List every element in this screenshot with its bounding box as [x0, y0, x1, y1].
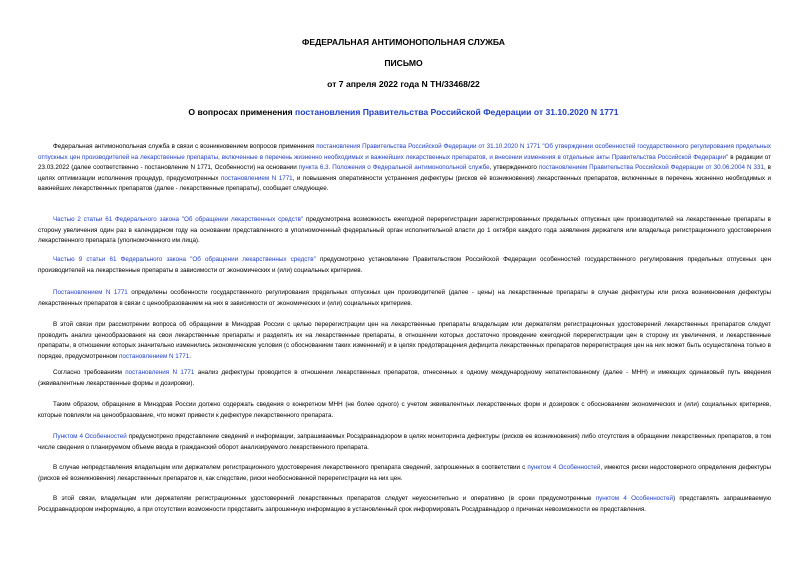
paragraph-6 — [38, 368, 771, 389]
paragraph-text: предусмотрено установление Правительством Российской Федерации особенностей государственного регулирования предельных отпускных цен производителей на лекарственные препараты в зависимости от экономических и (или) социальных критериев. — [38, 256, 771, 274]
paragraph-10 — [38, 494, 771, 515]
paragraph-text: , и повышения оперативности устранения дефектуры (рисков её возникновения) лекарственных препаратов, включенных в перечень жизненно необходимых и важнейших лекарственных препаратов (далее - лекарственные препараты), сообщает следующее. — [38, 174, 771, 193]
paragraph-text: Согласно требованиям — [53, 369, 126, 376]
document-link[interactable]: постановления N 1771 — [125, 369, 195, 376]
paragraph-9 — [38, 463, 771, 484]
document-type: ПИСЬМО — [384, 58, 423, 68]
paragraph-text: в редакции от 23.03.2022 (далее соответственно - постановление N 1771, Особенности) на основании — [38, 153, 771, 172]
paragraph-text: определены особенности государственного регулирования предельных отпускных цен производителей (далее - цены) на лекарственные препараты в случае дефектуры или риска возникновения дефектуры лекарственных препаратов в связи с ценообразованием на них в зависимости от экономических и (или) социальных критериев. — [38, 289, 771, 307]
paragraph-8 — [38, 432, 771, 453]
paragraph-text: ) представлять запрашиваемую Росздравнадзором информацию, а при отсутствии возможности представить запрошенную информацию в установленный срок информировать Росздравнадзор о причинах невозможности ее представления. — [38, 495, 771, 513]
subject-link[interactable]: постановления Правительства Российской Федерации от 31.10.2020 N 1771 — [295, 107, 619, 117]
paragraph-3 — [38, 255, 771, 276]
document-link[interactable]: Пунктом 4 Особенностей — [53, 433, 127, 440]
document-link[interactable]: Частью 2 статьи 61 Федерального закона "Об обращении лекарственных средств" — [53, 216, 304, 223]
paragraph-text: , утвержденного — [489, 164, 539, 172]
paragraph-text: , имеются риски недостоверного определения дефектуры (рисков её возникновения) лекарственных препаратов и, как следствие, риски необоснованной перерегистрации на них цен. — [38, 464, 772, 482]
document-link[interactable]: постановлением N 1771 — [220, 174, 293, 182]
document-date-number: от 7 апреля 2022 года N ТН/33468/22 — [327, 79, 480, 89]
paragraph-1 — [38, 142, 771, 195]
document-link[interactable]: постановления Правительства Российской Федерации от 31.10.2020 N 1771 "Об утверждении особенностей государственного регулирования предельных отпускных цен производителей на лекарственные препараты, включенные в перечень жизненно необходимых и важнейших лекарственных препаратов, и внесении изменения в отдельные акты Правительства Российской Федерации" — [38, 143, 771, 161]
document-link[interactable]: пунктом 4 Особенностей — [527, 464, 601, 471]
document-link[interactable]: Частью 9 статьи 61 Федерального закона "Об обращении лекарственных средств" — [53, 256, 316, 263]
document-link[interactable]: постановлением N 1771 — [119, 352, 190, 360]
agency-title: ФЕДЕРАЛЬНАЯ АНТИМОНОПОЛЬНАЯ СЛУЖБА — [302, 37, 505, 47]
paragraph-text: предусмотрена возможность ежегодной перерегистрации зарегистрированных предельных отпускных цен производителей на лекарственные препараты в сторону увеличения один раз в календарном году на основании представленного в уполномоченный федеральный орган исполнительной власти до 1 октября каждого года заявления держателя или владельца регистрационного удостоверения лекарственного препарата (уполномоченного им лица). — [38, 216, 772, 245]
subject-prefix: О вопросах применения — [188, 107, 296, 117]
paragraph-text: . — [189, 352, 191, 360]
document-link[interactable]: пункта 6.3. Положения о Федеральной антимонопольной службе — [298, 164, 490, 172]
paragraph-text: , в целях оптимизации исполнения процедур, предусмотренных — [38, 164, 771, 182]
paragraph-2 — [38, 215, 771, 247]
document-link[interactable]: пунктом 4 Особенностей — [595, 495, 674, 502]
document-link[interactable]: Постановлением N 1771 — [53, 289, 128, 296]
paragraph-text: Таким образом, обращение в Минздрав России должно содержать сведения о конкретном МНН (не более одного) с учетом эквивалентных лекарственных форм и дозировок с обоснованием экономических и (или) социальных критериев, которые повлияли на ценообразование, что может привести к дефектуре лекарственного препарата. — [38, 401, 771, 419]
document-link[interactable]: постановлением Правительства Российской Федерации от 30.06.2004 N 331 — [538, 164, 764, 172]
paragraph-7 — [38, 400, 771, 421]
paragraph-text: В случае непредставления владельцем или держателем регистрационного удостоверения лекарственного препарата сведений, запрошенных в соответствии с — [53, 464, 528, 471]
paragraph-text: В этой связи, владельцам или держателям регистрационных удостоверений лекарственных препаратов следует неукоснительно и оперативно (в сроки предусмотренные — [53, 495, 596, 502]
paragraph-text: предусмотрено представление сведений и информации, запрашиваемых Росздравнадзором в целях мониторинга дефектуры (рисков ее возникновения) либо отсутствия в обращении лекарственных препаратов, в том числе сведения о планируемом объеме ввода в гражданский оборот анализируемого лекарственного препарата. — [38, 433, 772, 451]
paragraph-text: В этой связи при рассмотрении вопроса об обращении в Минздрав России с целью перерегистрации цен на лекарственные препараты владельцам или держателям регистрационных удостоверений лекарственных препаратов следует проводить анализ ценообразования на свои лекарственные препараты и разделять их на лекарственные препараты, в отношении которых достаточно проведение ежегодной перерегистрации цен в сторону их увеличения, и лекарственные препараты, в отношении которых значительно изменились экономические условия (с обоснованием таких изменений) и в целях предотвращения дефицита лекарственных препаратов перерегистрация цен на них может быть осуществлена только в порядке, предусмотренном — [38, 321, 771, 360]
paragraph-5 — [38, 320, 771, 362]
paragraph-text: анализ дефектуры проводится в отношении лекарственных препаратов, отнесенных к одному международному непатентованному (далее - МНН) и имеющих одинаковый путь введения (эквивалентные лекарственные формы и дозировки). — [38, 369, 772, 387]
document-subject — [0, 107, 807, 118]
paragraph-text: Федеральная антимонопольная служба в связи с возникновением вопросов применения — [53, 143, 317, 150]
paragraph-4 — [38, 288, 771, 309]
